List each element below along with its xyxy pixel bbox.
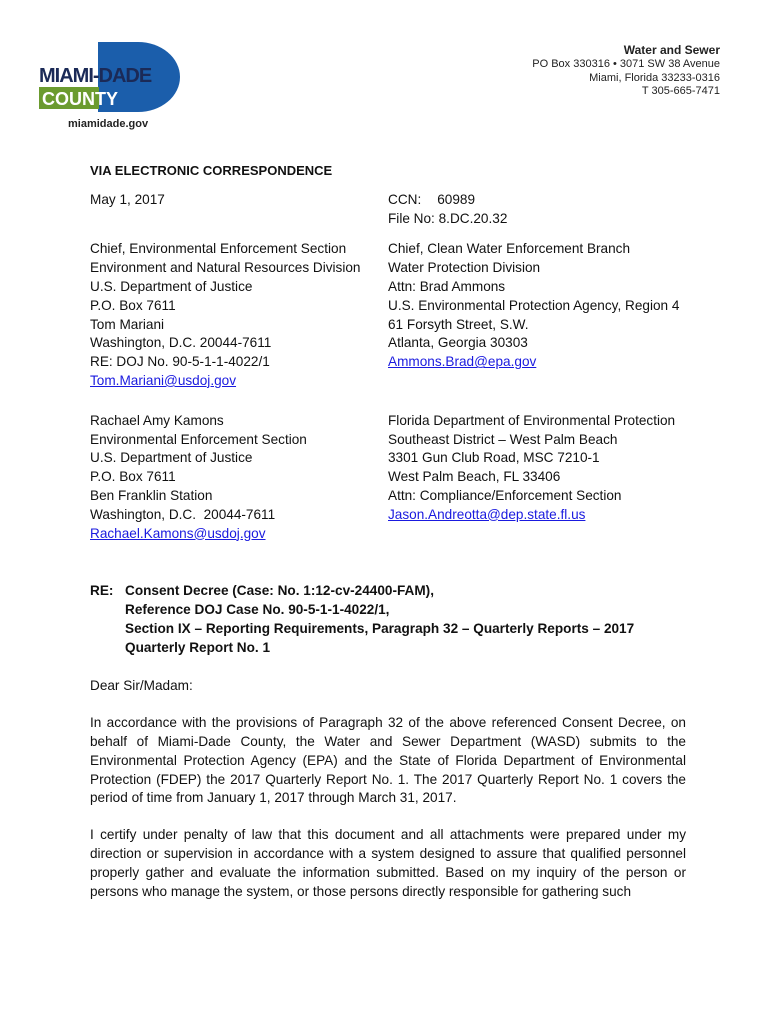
recipient-line: U.S. Environmental Protection Agency, Region 4 — [388, 297, 680, 313]
delivery-method: VIA ELECTRONIC CORRESPONDENCE — [90, 163, 333, 178]
recipient-line: Attn: Brad Ammons — [388, 278, 506, 294]
email-link-mariani[interactable]: Tom.Mariani@usdoj.gov — [90, 372, 237, 388]
department-phone: T 305-665-7471 — [641, 85, 720, 98]
email-link-kamons[interactable]: Rachael.Kamons@usdoj.gov — [90, 525, 266, 541]
recipient-line: P.O. Box 7611 — [90, 469, 176, 485]
file-value: 8.DC.20.32 — [438, 210, 508, 226]
date-reference-row — [90, 191, 686, 229]
re-label: RE: — [90, 583, 114, 599]
recipients-row-2 — [90, 412, 686, 544]
recipient-line: U.S. Department of Justice — [90, 278, 253, 294]
letter-date: May 1, 2017 — [90, 191, 165, 207]
recipient-line: West Palm Beach, FL 33406 — [388, 469, 561, 485]
recipient-epa-ammons — [388, 240, 686, 390]
email-link-andreotta[interactable]: Jason.Andreotta@dep.state.fl.us — [388, 506, 586, 522]
recipient-doj-kamons — [90, 412, 388, 544]
recipient-line: Tom Mariani — [90, 316, 165, 332]
reference-numbers — [388, 191, 686, 229]
re-line: Reference DOJ Case No. 90-5-1-1-4022/1, — [125, 602, 390, 618]
recipient-line: Attn: Compliance/Enforcement Section — [388, 487, 622, 503]
re-line: Quarterly Report No. 1 — [125, 640, 271, 656]
ccn-value: 60989 — [437, 191, 476, 207]
department-address: PO Box 330316 • 3071 SW 38 Avenue — [532, 58, 720, 70]
recipient-line: Atlanta, Georgia 30303 — [388, 335, 528, 351]
miami-dade-county-logo — [38, 42, 180, 112]
recipient-line: Environment and Natural Resources Division — [90, 260, 361, 276]
recipient-line: Florida Department of Environmental Protection — [388, 412, 676, 428]
department-city: Miami, Florida 33233-0316 — [589, 71, 720, 84]
re-subject — [90, 581, 686, 657]
department-header — [532, 43, 720, 99]
recipient-line: U.S. Department of Justice — [90, 450, 253, 466]
website-url: miamidade.gov — [68, 118, 149, 130]
salutation: Dear Sir/Madam: — [90, 678, 193, 694]
re-line: Consent Decree (Case: No. 1:12-cv-24400-FAM), — [125, 583, 434, 599]
recipient-line: Environmental Enforcement Section — [90, 431, 307, 447]
paragraph-2: I certify under penalty of law that this document and all attachments were prepared under my direction or supervision in accordance with a system designed to assure that qualified personnel properly gather and evaluate the information submitted. Based on my inquiry of the person or persons who manage the system, or those persons directly responsible for gathering such — [90, 827, 686, 899]
recipient-line: Chief, Environmental Enforcement Section — [90, 241, 347, 257]
recipient-line: Rachael Amy Kamons — [90, 412, 224, 428]
recipient-line: P.O. Box 7611 — [90, 297, 176, 313]
recipient-doj-mariani — [90, 240, 388, 390]
file-label: File No: — [388, 210, 435, 226]
paragraph-1: In accordance with the provisions of Paragraph 32 of the above referenced Consent Decree, on behalf of Miami-Dade County, the Water and Sewer Department (WASD) submits to the Environmental Protection Agency (EPA) and the State of Florida Department of Environmental Protection (FDEP) the 2017 Quarterly Report No. 1. The 2017 Quarterly Report No. 1 covers the period of time from January 1, 2017 through March 31, 2017. — [90, 715, 686, 806]
email-link-ammons[interactable]: Ammons.Brad@epa.gov — [388, 354, 537, 370]
re-line: Section IX – Reporting Requirements, Paragraph 32 – Quarterly Reports – 2017 — [125, 621, 635, 637]
logo-text-county: COUNTY — [42, 89, 118, 109]
logo-text-miami-dade: MIAMI-DADE — [39, 65, 152, 87]
recipient-line: Ben Franklin Station — [90, 487, 213, 503]
recipient-line: Washington, D.C. 20044-7611 — [90, 506, 276, 522]
recipients-row-1 — [90, 240, 686, 390]
letter-body — [90, 162, 686, 901]
recipient-line: 3301 Gun Club Road, MSC 7210-1 — [388, 450, 600, 466]
recipient-line: Water Protection Division — [388, 260, 541, 276]
ccn-label: CCN: — [388, 191, 422, 207]
department-name: Water and Sewer — [623, 43, 720, 57]
recipient-line: RE: DOJ No. 90-5-1-1-4022/1 — [90, 354, 270, 370]
recipient-line: Southeast District – West Palm Beach — [388, 431, 618, 447]
recipient-line: Chief, Clean Water Enforcement Branch — [388, 241, 631, 257]
recipient-line: Washington, D.C. 20044-7611 — [90, 335, 272, 351]
re-lines — [125, 581, 686, 657]
recipient-line: 61 Forsyth Street, S.W. — [388, 316, 529, 332]
recipient-fdep-andreotta — [388, 412, 686, 544]
